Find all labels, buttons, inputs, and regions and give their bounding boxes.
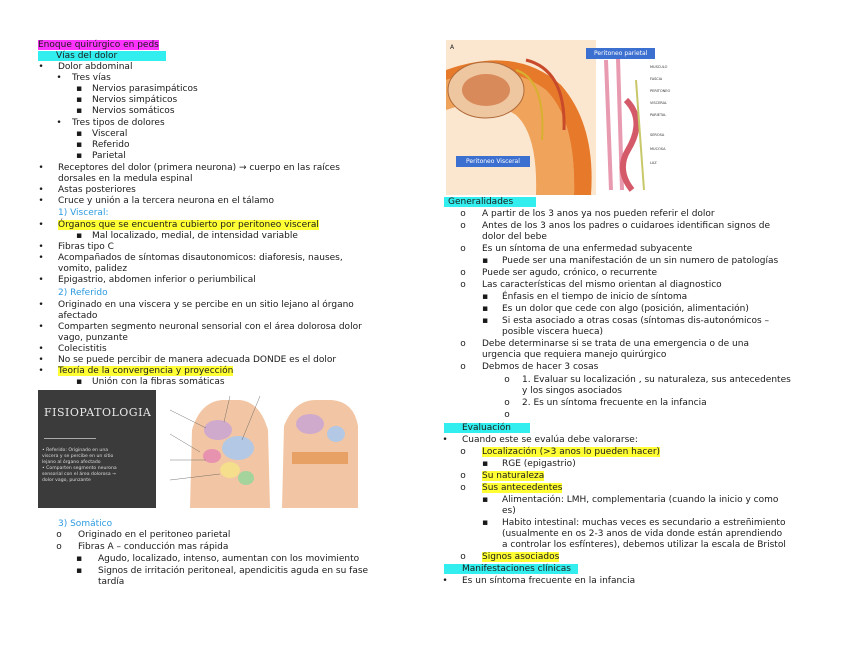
- list-item: Signos de irritación peritoneal, apendicitis aguda en su fase: [98, 566, 369, 576]
- list-item: Nervios simpáticos: [92, 95, 178, 105]
- list-item: No se puede percibir de manera adecuada DONDE es el dolor: [58, 355, 337, 365]
- list-item: 2. Es un síntoma frecuente en la infancia: [522, 398, 707, 408]
- svg-text:MUCOSA: MUCOSA: [650, 147, 666, 151]
- slide-text: • Referido: Originado en una: [42, 448, 109, 453]
- list-item: Parietal: [92, 151, 126, 161]
- list-item-highlight: Teoría de la convergencia y proyección: [58, 366, 234, 376]
- evaluacion-label: Evaluación: [462, 423, 511, 433]
- list-item: Las características del mismo orientan al diagnostico: [482, 280, 722, 290]
- list-item: Nervios parasimpáticos: [92, 84, 198, 94]
- body-diagram-icon: [160, 390, 360, 508]
- list-item: Habito intestinal: muchas veces es secundario a estreñimiento: [502, 518, 786, 528]
- list-item: Fibras A – conducción mas rápida: [78, 542, 229, 552]
- subheading-referido: 2) Referido: [58, 288, 108, 298]
- list-item-cont: vago, punzante: [58, 333, 128, 343]
- svg-text:VISCERAL: VISCERAL: [650, 101, 667, 105]
- list-item-cont: (usualmente en os 2-3 anos de vida donde están aprendiendo: [502, 529, 783, 539]
- list-item: Cruce y unión a la tercera neurona en el tálamo: [58, 196, 274, 206]
- list-item: Cuando este se evalúa debe valorarse:: [462, 435, 638, 445]
- figure-label-a: A: [450, 44, 455, 51]
- list-item: Receptores del dolor (primera neurona) → cuerpo en las raíces: [58, 163, 340, 173]
- list-item-cont: es): [502, 506, 516, 516]
- referred-pain-anatomy-figure: [160, 390, 360, 508]
- list-item: Dolor abdominal: [58, 62, 133, 72]
- list-item: Tres tipos de dolores: [72, 118, 165, 128]
- list-item: Originado en una viscera y se percibe en un sitio lejano al órgano: [58, 300, 354, 310]
- list-item-cont: a controlar los esfínteres), debemos utilizar la escala de Bristol: [502, 540, 786, 550]
- list-item: Referido: [92, 140, 130, 150]
- list-item: Epigastrio, abdomen inferior o periumbilical: [58, 275, 256, 285]
- list-item: Tres vías: [72, 73, 111, 83]
- svg-text:SEROSA: SEROSA: [650, 133, 665, 137]
- intestine-diagram-icon: [446, 40, 686, 195]
- list-item-highlight: Su naturaleza: [482, 471, 545, 481]
- list-item-cont: dorsales en la medula espinal: [58, 174, 193, 184]
- list-item: Astas posteriores: [58, 185, 136, 195]
- slide-text: viscera y se percibe en un sitio: [42, 454, 114, 459]
- list-item: Puede ser una manifestación de un sin numero de patologías: [502, 256, 779, 266]
- list-item: Es un síntoma de una enfermedad subyacente: [482, 244, 693, 254]
- slide-text: • Comparten segmento neurona: [42, 466, 117, 471]
- list-item-cont: vomito, palidez: [58, 264, 128, 274]
- svg-text:FASCIA: FASCIA: [650, 77, 663, 81]
- list-item: Colecistitis: [58, 344, 107, 354]
- list-item-highlight: Signos asociados: [482, 552, 560, 562]
- list-item: Alimentación: LMH, complementaria (cuando la inicio y como: [502, 495, 779, 505]
- list-item: Agudo, localizado, intenso, aumentan con los movimiento: [98, 554, 360, 564]
- list-item-cont: tardía: [98, 577, 125, 587]
- doc-title: Enoque quirúrgico en peds: [38, 40, 159, 50]
- list-item-cont: urgencia que requiera manejo quirúrgico: [482, 350, 667, 360]
- list-item: Originado en el peritoneo parietal: [78, 530, 231, 540]
- list-item: Comparten segmento neuronal sensorial con el área dolorosa dolor: [58, 322, 362, 332]
- list-item: Nervios somáticos: [92, 106, 175, 116]
- section-heading-evaluacion: [444, 423, 530, 433]
- slide-title: FISIOPATOLOGIA: [44, 406, 152, 419]
- list-item-cont: dolor del bebe: [482, 232, 547, 242]
- peritoneum-illustration: [446, 40, 686, 195]
- generalidades-label: Generalidades: [448, 197, 514, 207]
- list-item: Debmos de hacer 3 cosas: [482, 362, 599, 372]
- list-item-cont: y los singos asociados: [522, 386, 622, 396]
- list-item: Acompañados de síntomas disautonomicos: diaforesis, nauses,: [58, 253, 343, 263]
- fisiopatologia-slide: [38, 390, 156, 508]
- section-heading-manifestaciones: [444, 564, 578, 574]
- label-peritoneo-visceral: Peritoneo Visceral: [456, 156, 530, 167]
- label-peritoneo-parietal: Peritoneo parietal: [586, 48, 655, 59]
- slide-text: sensorial con el área dolorosa →: [42, 472, 116, 477]
- list-item: RGE (epigastrio): [502, 459, 576, 469]
- list-item: Si esta asociado a otras cosas (síntomas dis-autonómicos –: [502, 316, 770, 326]
- list-item: Es un síntoma frecuente en la infancia: [462, 576, 636, 586]
- slide-text: dolor vago, punzante: [42, 478, 91, 483]
- subheading-somatico: 3) Somático: [58, 519, 113, 529]
- list-item: Antes de los 3 anos los padres o cuidaroes identifican signos de: [482, 221, 771, 231]
- manifestaciones-label: Manifestaciones clínicas: [462, 564, 571, 574]
- list-item: Fibras tipo C: [58, 242, 114, 252]
- svg-text:MUSCULO: MUSCULO: [650, 65, 668, 69]
- list-item: Mal localizado, medial, de intensidad variable: [92, 231, 298, 241]
- section-heading-vias-label: Vías del dolor: [56, 51, 118, 61]
- list-item-highlight: Localización (>3 anos lo pueden hacer): [482, 447, 661, 457]
- svg-text:PARIETAL: PARIETAL: [650, 113, 667, 117]
- list-item: Énfasis en el tiempo de inicio de síntoma: [502, 292, 688, 302]
- list-item: Es un dolor que cede con algo (posición, alimentación): [502, 304, 749, 314]
- svg-text:PERITONEO: PERITONEO: [650, 89, 671, 93]
- section-heading-generalidades: [444, 197, 536, 207]
- list-item: Debe determinarse si se trata de una emergencia o de una: [482, 339, 749, 349]
- section-heading-vias: [38, 51, 166, 61]
- list-item: A partir de los 3 anos ya nos pueden referir el dolor: [482, 209, 715, 219]
- list-item-highlight: Sus antecedentes: [482, 483, 563, 493]
- list-item-cont: posible viscera hueca): [502, 327, 604, 337]
- subheading-visceral: 1) Visceral:: [58, 208, 109, 218]
- slide-text: lejano al órgano afectado: [42, 460, 101, 465]
- list-item-cont: afectado: [58, 311, 98, 321]
- svg-text:LUZ: LUZ: [650, 161, 657, 165]
- list-item: Visceral: [92, 129, 128, 139]
- list-item: 1. Evaluar su localización , su naturaleza, sus antecedentes: [522, 375, 791, 385]
- list-item: Puede ser agudo, crónico, o recurrente: [482, 268, 658, 278]
- list-item-highlight: Órganos que se encuentra cubierto por peritoneo visceral: [58, 220, 319, 230]
- list-item: Unión con la fibras somáticas: [92, 377, 225, 387]
